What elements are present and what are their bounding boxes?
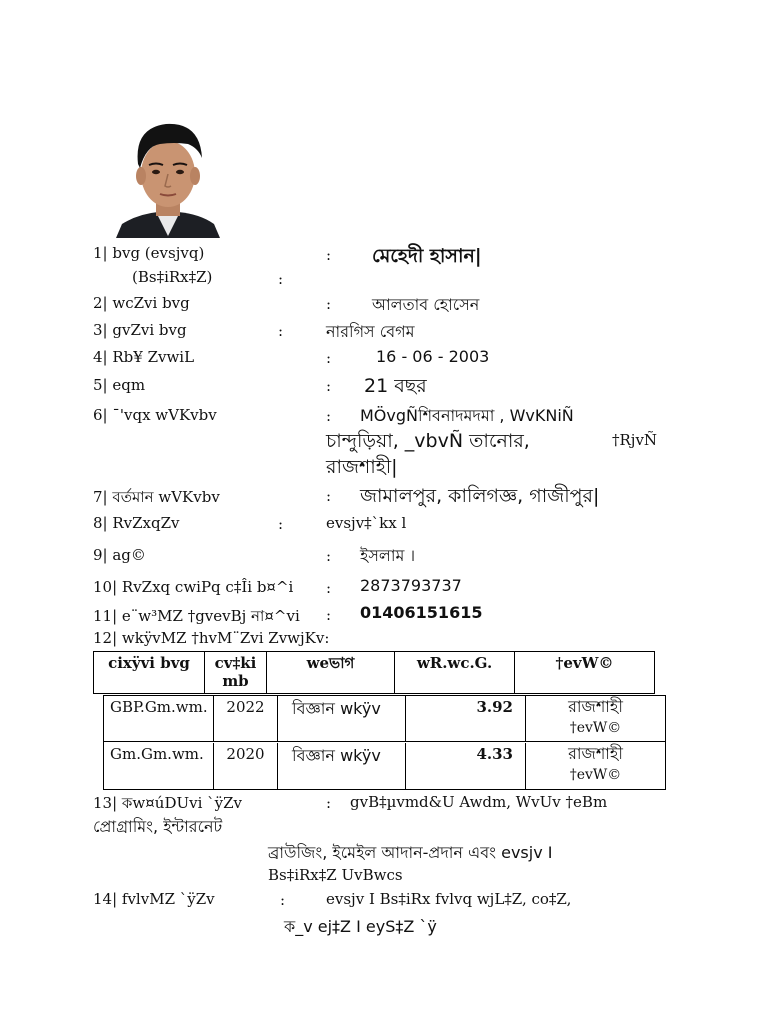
table-cell-board [526,696,665,742]
table-header-exam: cixÿvi bvg [94,652,205,693]
table-header-year: cv‡ki mb [205,652,267,693]
field-value-name: মেহেদী হাসান| [372,245,482,267]
table-row [104,743,665,789]
field-label-mother: 3| gvZvi bvg [93,321,187,339]
table-cell-group: বিজ্ঞান wkÿv [278,696,406,742]
field-value-father: আলতাব হোসেন [372,295,480,314]
table-cell-gpa: 3.92 [406,696,526,742]
field-value-language-skills: evsjv I Bs‡iRx fvlvq wjL‡Z, co‡Z, [326,890,572,908]
field-value-nationality: evsjv‡`kx l [326,514,407,532]
field-colon: : [280,891,286,909]
field-colon: : [326,377,332,395]
field-colon: : [278,322,284,340]
field-value-mother: নারগিস বেগম [326,322,415,341]
field-label-nid: 10| RvZxq cwiPq c‡Îi b¤^i [93,578,294,596]
field-label-permanent-address: 6| ¯'vqx wVKvbv [93,406,217,424]
field-label-religion: 9| ag© [93,546,146,564]
field-label-name-sub: (Bs‡iRx‡Z) [132,268,213,286]
field-value-nid: 2873793737 [360,576,462,595]
field-label-computer-skills: 13| কw¤úDUvi `ÿZv [93,794,243,812]
education-table-header [93,651,655,694]
person-photo [108,98,228,238]
field-label-father: 2| wcZvi bvg [93,294,190,312]
table-header-group: weভাগ [267,652,395,693]
field-value-permanent-address: MÖvgÑশিবনাদমদমা , WvKNiÑ [360,406,574,425]
field-label-education: 12| wkÿvMZ †hvM¨Zvi ZvwjKv: [93,629,330,647]
education-table-body [103,695,666,790]
field-colon: : [326,349,332,367]
table-header-board: †evW© [555,654,614,672]
field-colon: : [326,487,332,505]
field-label-name: 1| bvg (evsjvq) [93,244,205,262]
field-value-computer-skills-line3: ব্রাউজিং, ইমেইল আদান-প্রদান এবং evsjv I [268,843,553,862]
field-colon: : [326,606,332,624]
field-value-present-address: জামালপুর, কালিগজ্ঞ, গাজীপুর| [360,485,600,507]
person-photo-icon [108,98,228,238]
field-colon: : [278,515,284,533]
field-colon: : [326,579,332,597]
table-cell-board-name: রাজশাহী [568,697,623,716]
field-value-language-skills-line2: ক_v ej‡Z I eyS‡Z `ÿ [284,917,437,936]
table-cell-board-label: †evW© [569,767,622,783]
table-cell-year: 2020 [214,743,278,789]
field-value-permanent-address-line2: চান্দুড়িয়া, _vbvÑ তানোর, [326,430,530,452]
table-cell-board [526,743,665,789]
field-value-religion: ইসলাম । [360,546,416,565]
field-value-permanent-address-line3: রাজশাহী| [326,456,398,478]
field-label-nationality: 8| RvZxqZv [93,514,180,532]
field-colon: : [326,794,332,812]
field-label-language-skills: 14| fvlvMZ `ÿZv [93,890,215,908]
table-cell-group: বিজ্ঞান wkÿv [278,743,406,789]
field-value-computer-skills: gvB‡µvmd&U Awdm, WvUv †eBm [350,793,608,811]
field-value-computer-skills-line4: Bs‡iRx‡Z UvBwcs [268,866,403,884]
field-label-mobile: 11| e¨w³MZ †gvevBj না¤^vi [93,607,300,625]
table-cell-year: 2022 [214,696,278,742]
table-cell-board-name: রাজশাহী [568,744,623,763]
table-cell-exam: Gm.Gm.wm. [104,743,214,789]
field-label-dob: 4| Rb¥ ZvwiL [93,348,195,366]
field-colon: : [326,547,332,565]
table-cell-board-label: †evW© [569,720,622,736]
field-value-mobile: 01406151615 [360,603,483,622]
field-value-age: 21 বছর [364,375,427,397]
field-value-computer-skills-line2: প্রোগ্রামিং, ইন্টারনেট [93,817,223,836]
field-colon: : [278,270,284,288]
field-label-age: 5| eqm [93,376,146,394]
table-cell-gpa: 4.33 [406,743,526,789]
field-colon: : [326,295,332,313]
table-row [104,696,665,742]
field-value-dob: 16 - 06 - 2003 [376,347,490,366]
table-cell-exam: GBP.Gm.wm. [104,696,214,742]
field-colon: : [326,407,332,425]
field-colon: : [326,246,332,264]
table-header-gpa: wR.wc.G. [395,652,515,693]
field-label-present-address: 7| বর্তমান wVKvbv [93,488,220,506]
field-value-permanent-address-district: †RjvÑ [612,431,658,449]
